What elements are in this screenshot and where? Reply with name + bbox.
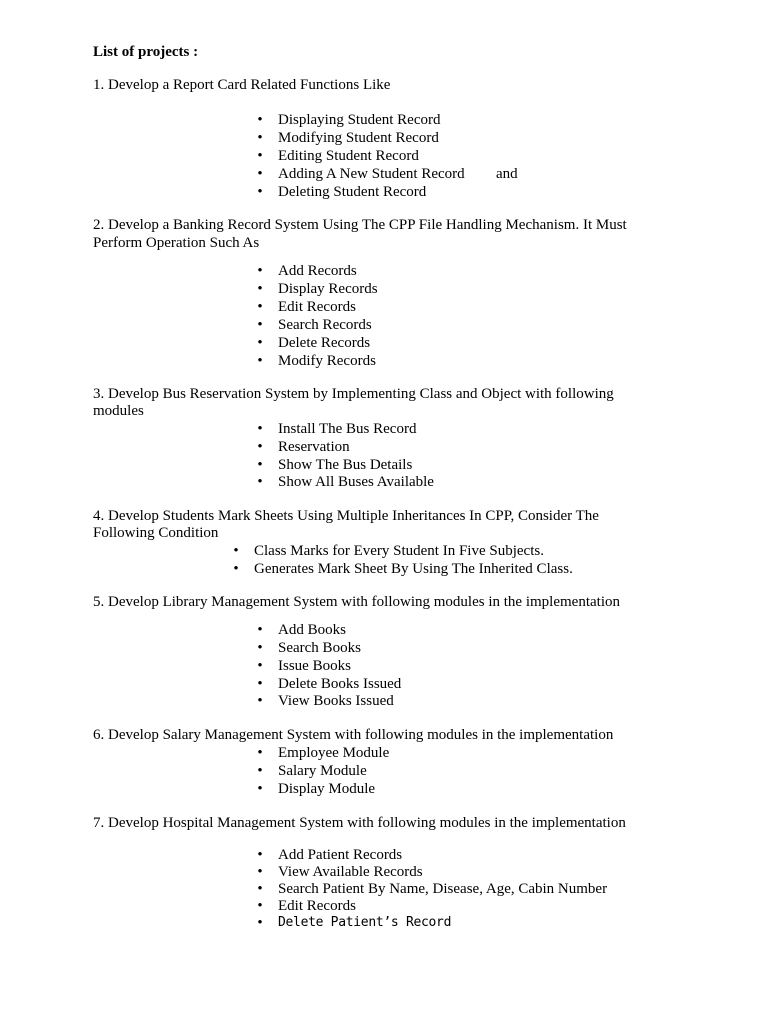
- bullet-icon: •: [257, 640, 263, 656]
- project-title-line: 7. Develop Hospital Management System with following modules in the implementation: [93, 815, 626, 831]
- project-title-line: modules: [93, 403, 144, 419]
- bullet-icon: •: [257, 898, 263, 914]
- bullet-icon: •: [257, 281, 263, 297]
- project-title-line: 4. Develop Students Mark Sheets Using Multiple Inheritances In CPP, Consider The: [93, 508, 599, 524]
- bullet-icon: •: [257, 317, 263, 333]
- project-title-line: 5. Develop Library Management System with following modules in the implementation: [93, 594, 620, 610]
- project-title-line: Following Condition: [93, 525, 219, 541]
- bullet-icon: •: [233, 543, 239, 559]
- bullet-icon: •: [257, 622, 263, 638]
- bullet-icon: •: [257, 457, 263, 473]
- project-title-line: 6. Develop Salary Management System with following modules in the implementation: [93, 727, 614, 743]
- bullet-icon: •: [257, 353, 263, 369]
- bullet-icon: •: [257, 335, 263, 351]
- bullet-icon: •: [257, 299, 263, 315]
- project-title-line: Perform Operation Such As: [93, 235, 260, 251]
- bullet-icon: •: [257, 763, 263, 779]
- bullet-icon: •: [257, 693, 263, 709]
- bullet-icon: •: [257, 864, 263, 880]
- bullet-icon: •: [257, 915, 263, 931]
- bullet-icon: •: [257, 184, 263, 200]
- bullet-icon: •: [257, 745, 263, 761]
- bullet-icon: •: [257, 112, 263, 128]
- bullet-icon: •: [257, 166, 263, 182]
- bullet-icon: •: [257, 130, 263, 146]
- document-page: List of projects : 1. Develop a Report Card Related Functions Like • Displaying Student Record • Modifying Student Record • Editing Student Record • Adding A New Student Record and • Deleting Student Record 2. Develop a Banking Record System Using The CPP File Handling Mechanism. It Must Perform Operation Such As • Add Records • Display Records • Edit Records • Search Records • Delete Records • Modify Records 3. Develop Bus Reservation System by Implementing Class and Object with following modules • Install The Bus Record • Reservation • Show The Bus Details • Show All Buses Available 4. Develop Students Mark Sheets Using Multiple Inheritances In CPP, Consider The Following Condition • Class Marks for Every Student In Five Subjects. • Generates Mark Sheet By Using The Inherited Class. 5. Develop Library Management System with following modules in the implementation • Add Books • Search Books • Issue Books • Delete Books Issued • View Books Issued 6. Develop Salary Management System with following modules in the implementation • Employee Module • Salary Module • Display Module 7. Develop Hospital Management System with following modules in the implementation • Add Patient Records • View Available Records • Search Patient By Name, Disease, Age, Cabin Number • Edit Records • Delete Patient’s Record: [93, 44, 627, 931]
- trailing-word: and: [496, 166, 518, 182]
- bullet-icon: •: [257, 847, 263, 863]
- project-title-line: 3. Develop Bus Reservation System by Implementing Class and Object with following: [93, 386, 614, 402]
- bullet-icon: •: [257, 474, 263, 490]
- bullet-icon: •: [233, 561, 239, 577]
- page-heading: List of projects :: [93, 44, 199, 60]
- bullet-icon: •: [257, 421, 263, 437]
- bullet-icon: •: [257, 781, 263, 797]
- bullet-icon: •: [257, 148, 263, 164]
- bullet-icon: •: [257, 676, 263, 692]
- bullet-icon: •: [257, 263, 263, 279]
- bullet-icon: •: [257, 439, 263, 455]
- bullet-icon: •: [257, 881, 263, 897]
- project-title-line: 1. Develop a Report Card Related Functions Like: [93, 77, 391, 93]
- bullet-icon: •: [257, 658, 263, 674]
- project-title-line: 2. Develop a Banking Record System Using The CPP File Handling Mechanism. It Must: [93, 217, 627, 233]
